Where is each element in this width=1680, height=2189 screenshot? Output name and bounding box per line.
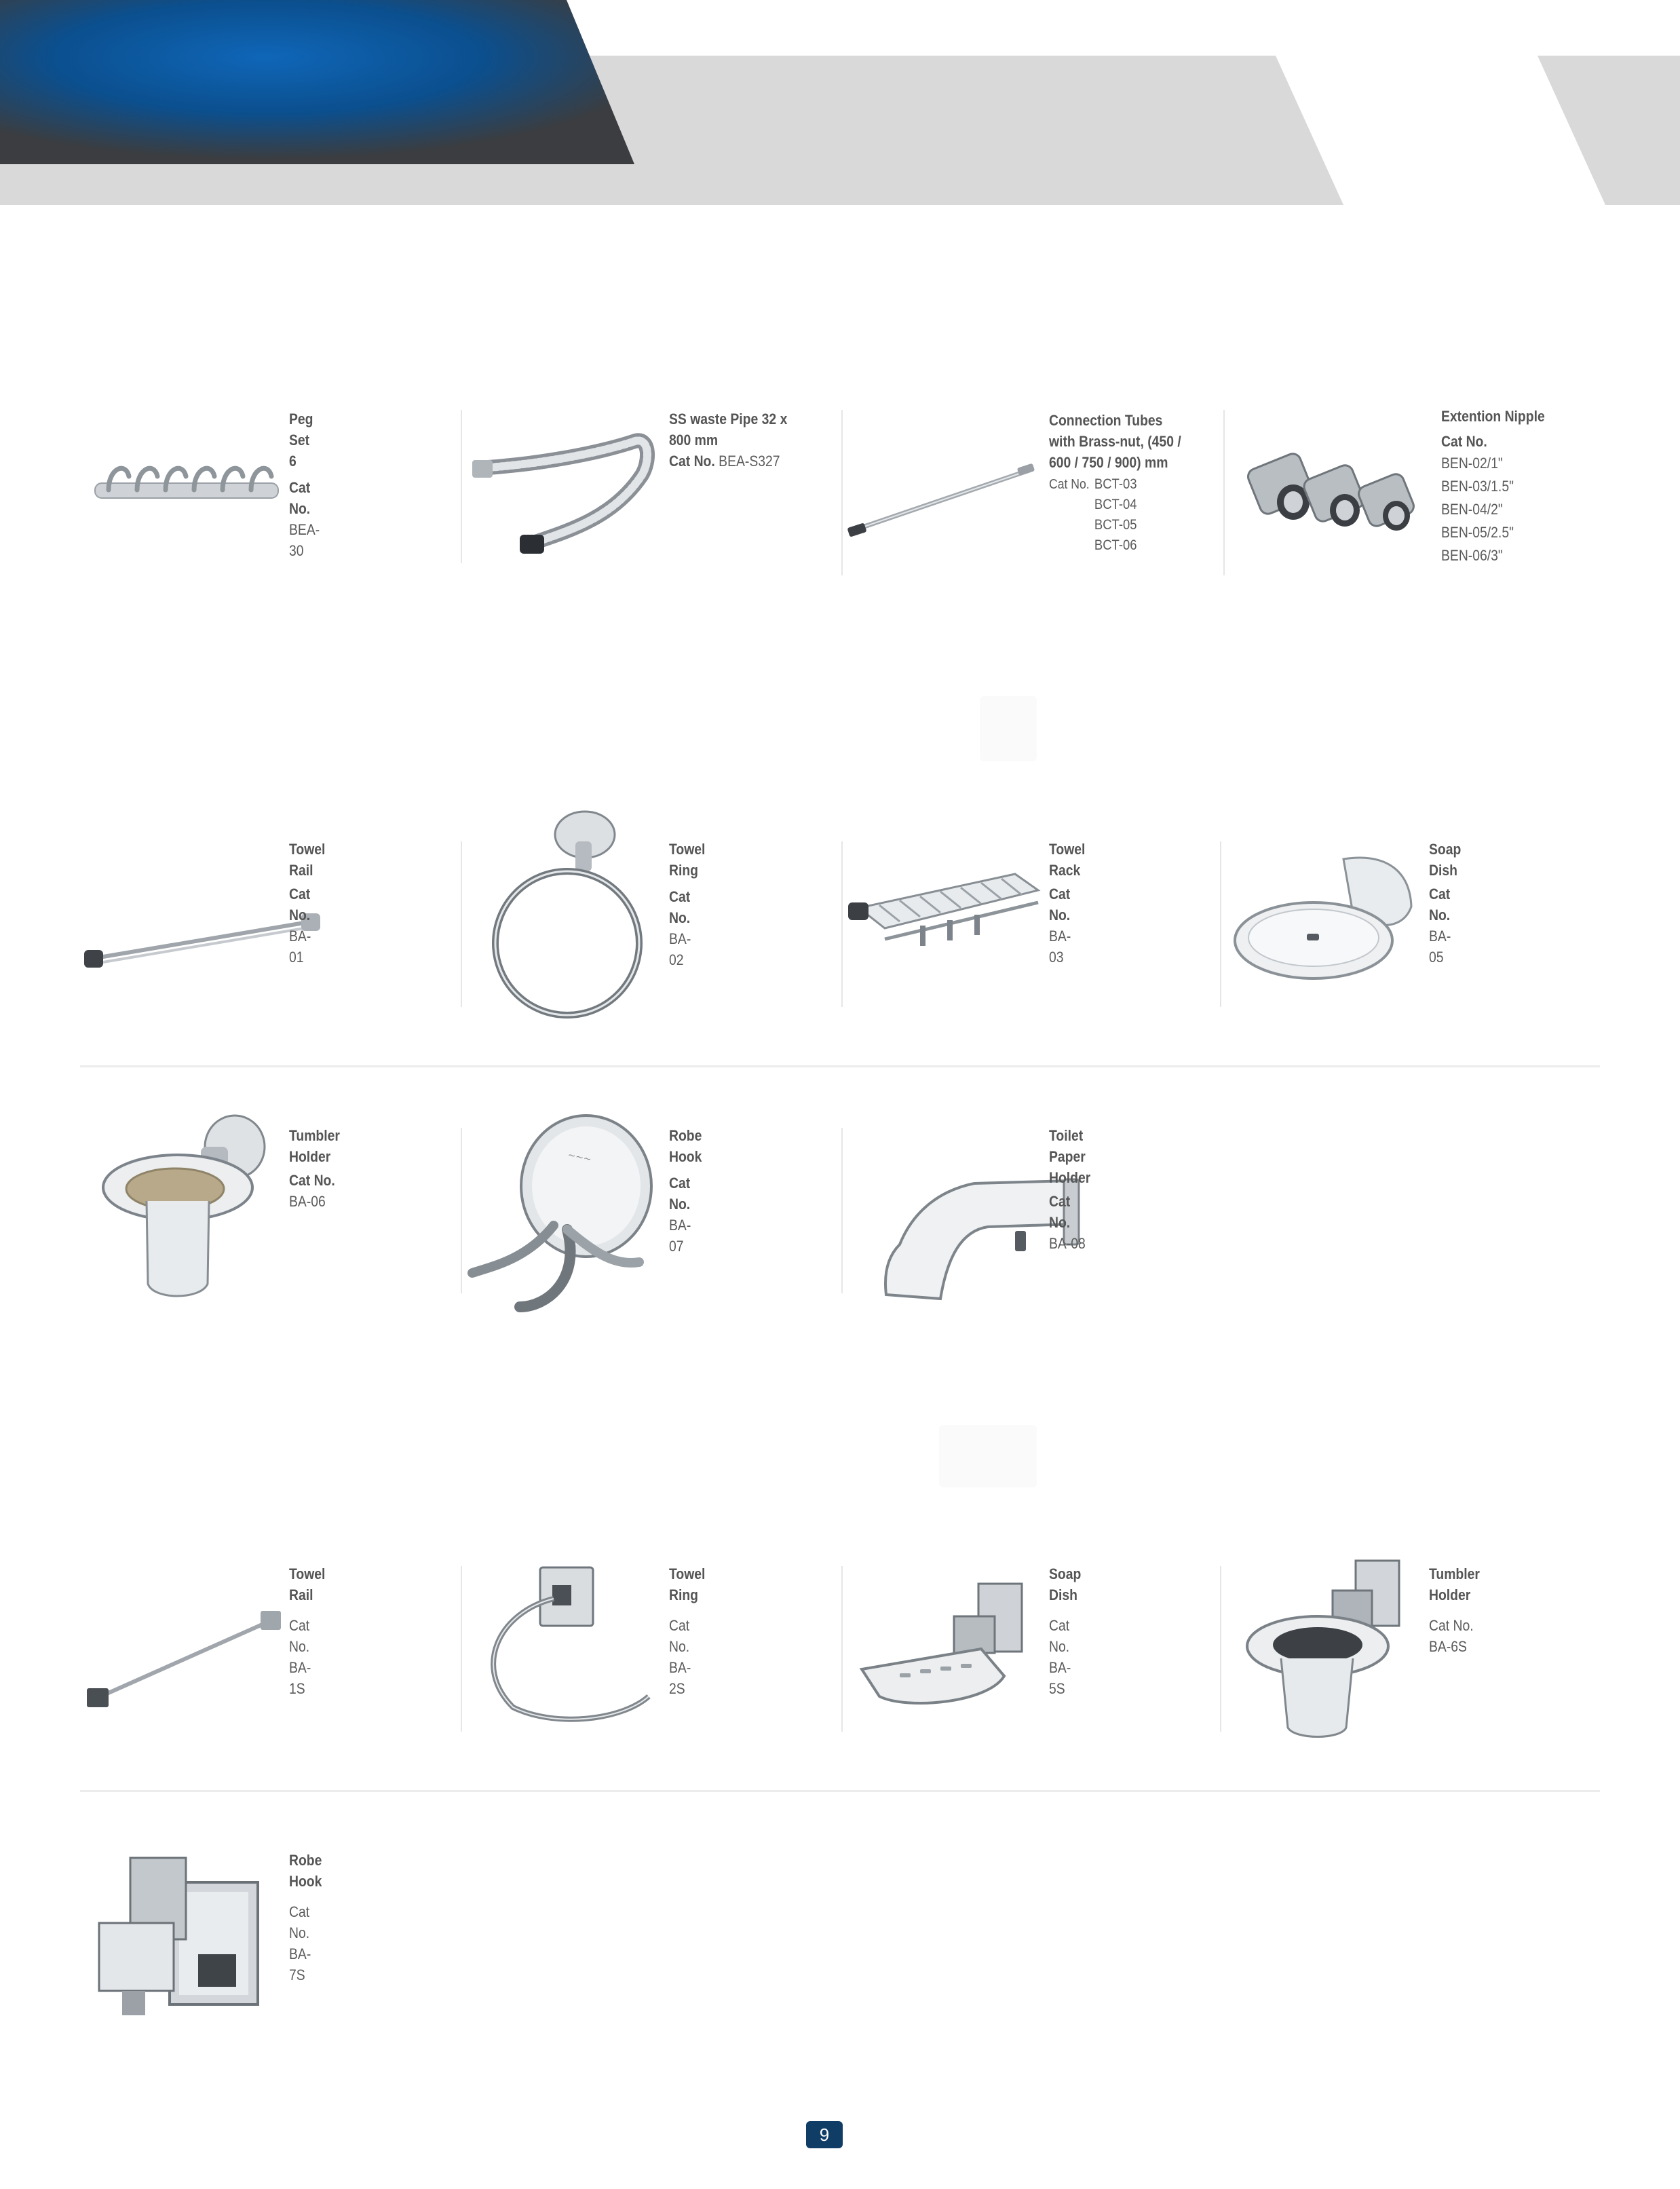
cat-number: Cat No. BA-2S (669, 1617, 691, 1697)
divider (461, 1128, 462, 1293)
divider (841, 410, 843, 575)
cat-number: Cat No. BA-1S (289, 1617, 311, 1697)
square-tumbler-holder-image (1243, 1557, 1413, 1740)
faint-mark (980, 696, 1037, 761)
product-name: Extention Nipple (1441, 408, 1545, 425)
svg-text:~~~: ~~~ (567, 1149, 592, 1166)
product-name: Towel Rail (289, 1565, 326, 1603)
square-towel-ring-image (472, 1558, 662, 1728)
extension-nipple-image (1246, 441, 1422, 550)
cat-label: Cat No. (1429, 886, 1451, 924)
cat-code: BEN-04/2" (1441, 501, 1503, 518)
square-towel-rail-image (81, 1605, 285, 1714)
product-name: Tumbler Holder (289, 1127, 340, 1165)
cat-label: Cat No. (1049, 886, 1071, 924)
divider (461, 841, 462, 1007)
cat-value: BA-05 (1429, 928, 1451, 966)
cat-value: BEA-S327 (719, 453, 780, 470)
page-number: 9 (806, 2121, 843, 2148)
cat-code: BCT-03 (1094, 476, 1137, 492)
row-divider (80, 1065, 1600, 1067)
divider (461, 1566, 462, 1732)
divider (461, 410, 462, 563)
cat-code: BCT-05 (1094, 517, 1137, 533)
product-name: Towel Ring (669, 1565, 706, 1603)
cat-label: Cat No. (1049, 1193, 1071, 1231)
cat-value: BA-07 (669, 1217, 691, 1255)
product-name: Soap Dish (1429, 841, 1462, 879)
towel-ring-image (483, 807, 653, 1031)
cat-code: BCT-06 (1094, 537, 1137, 553)
cat-value: BA-02 (669, 930, 691, 968)
soap-dish-image (1232, 852, 1422, 988)
cat-number: Cat No. BA-5S (1049, 1617, 1071, 1697)
square-robe-hook-image (95, 1852, 271, 2022)
peg-set-image (88, 434, 285, 543)
cat-label: Cat No. (669, 453, 715, 470)
cat-code: BEN-05/2.5" (1441, 524, 1514, 541)
divider (1223, 410, 1225, 575)
product-name: Connection Tubes with Brass-nut, (450 / 600 / 750 / 900) mm (1049, 412, 1181, 471)
faint-mark (939, 1425, 1037, 1487)
cat-label: Cat No. (289, 1172, 335, 1189)
cat-code: BEN-03/1.5" (1441, 478, 1514, 495)
divider (1220, 841, 1221, 1007)
product-name: Tumbler Holder (1429, 1565, 1480, 1603)
connection-tube-image (847, 461, 1037, 543)
cat-label: Cat No. (1441, 433, 1487, 450)
towel-rack-image (845, 852, 1042, 968)
divider (1220, 1566, 1221, 1732)
row-divider (80, 1790, 1600, 1792)
cat-value: BA-06 (289, 1193, 326, 1210)
product-name: Towel Ring (669, 841, 706, 879)
cat-value: BA-08 (1049, 1235, 1086, 1252)
header-banner (0, 0, 1680, 210)
product-name: Towel Rail (289, 841, 326, 879)
cat-number: Cat No. BA-6S (1429, 1617, 1474, 1655)
cat-code: BCT-04 (1094, 497, 1137, 512)
cat-label: Cat No. (289, 886, 311, 924)
cat-value: BEA-30 (289, 521, 320, 559)
waste-pipe-image (472, 427, 655, 563)
cat-label: Cat No. (289, 479, 311, 517)
cat-number: Cat No. BA-7S (289, 1903, 311, 1983)
cat-label: Cat No. (669, 1175, 691, 1213)
divider (841, 1128, 843, 1293)
product-name: Toilet Paper Holder (1049, 1127, 1091, 1186)
divider (841, 841, 843, 1007)
cat-label: Cat No. (1049, 477, 1090, 492)
cat-code: BEN-06/3" (1441, 547, 1503, 564)
cat-code: BEN-02/1" (1441, 455, 1503, 472)
product-name: Peg Set 6 (289, 411, 313, 470)
cat-value: BA-01 (289, 928, 311, 966)
product-name: Soap Dish (1049, 1565, 1082, 1603)
cat-value: BA-03 (1049, 928, 1071, 966)
divider (841, 1566, 843, 1732)
product-name: Robe Hook (669, 1127, 702, 1165)
robe-hook-image (465, 1110, 662, 1314)
square-soap-dish-image (852, 1574, 1042, 1724)
product-name: Towel Rack (1049, 841, 1086, 879)
product-name: SS waste Pipe 32 x 800 mm (669, 411, 788, 449)
tumbler-holder-image (99, 1106, 275, 1303)
product-name: Robe Hook (289, 1852, 322, 1890)
cat-label: Cat No. (669, 888, 691, 926)
